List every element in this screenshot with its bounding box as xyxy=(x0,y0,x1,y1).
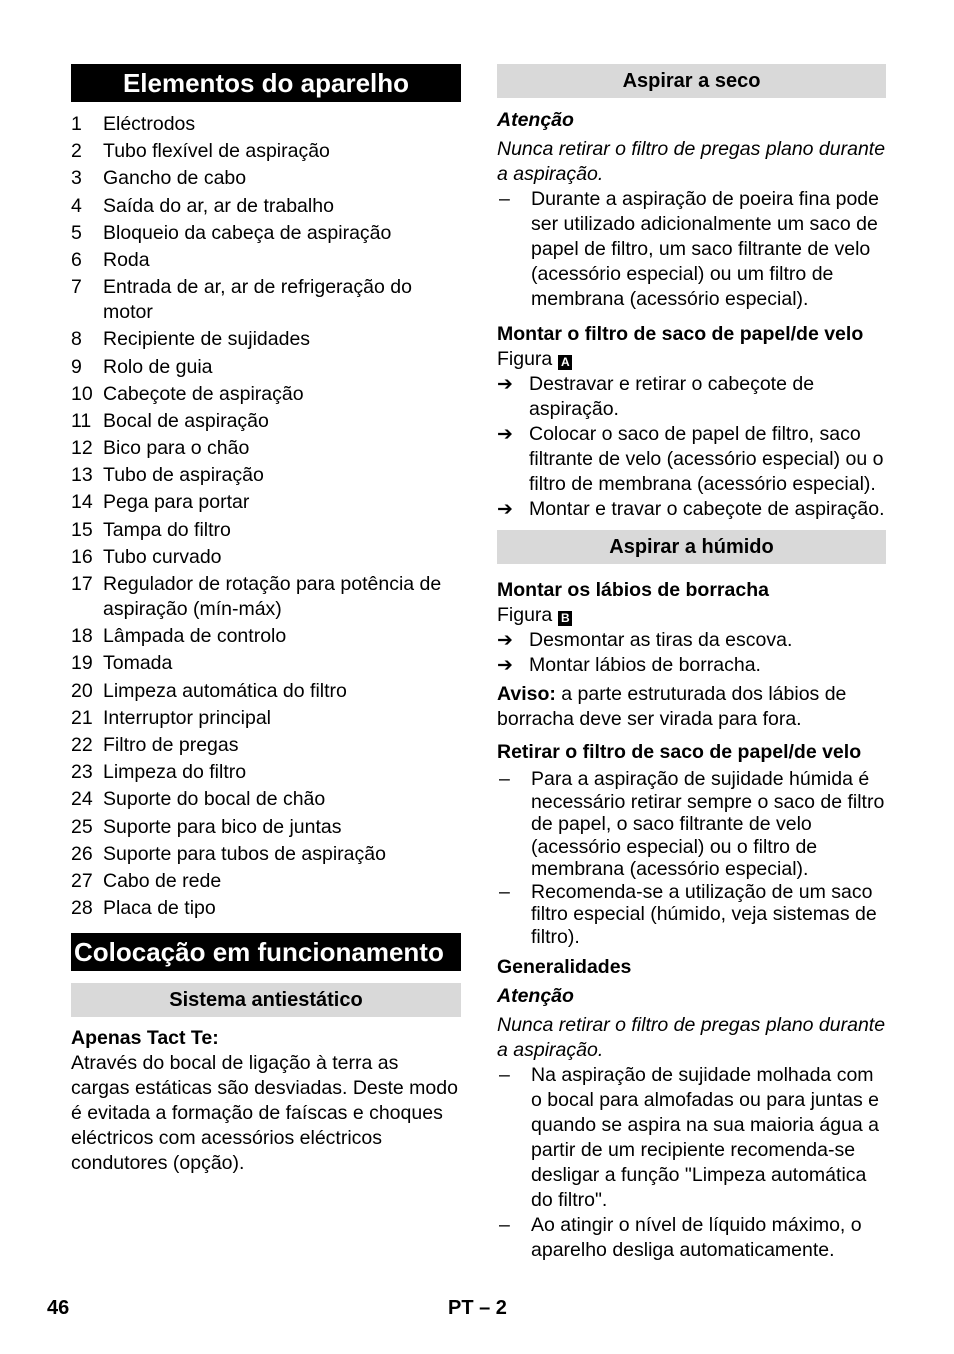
list-item xyxy=(497,187,886,312)
part-number: 25 xyxy=(71,815,93,838)
lips-steps xyxy=(497,628,886,678)
mount-bag-title: Montar o filtro de saco de papel/de velo xyxy=(497,323,864,345)
part-number: 10 xyxy=(71,382,93,405)
list-item xyxy=(71,869,461,894)
part-number: 17 xyxy=(71,573,93,595)
list-item xyxy=(71,518,461,543)
general-title: Generalidades xyxy=(497,956,632,978)
figure-b-ref xyxy=(497,603,886,628)
lips-title: Montar os lábios de borracha xyxy=(497,579,769,601)
right-column xyxy=(497,64,886,1263)
part-number: 9 xyxy=(71,355,82,378)
list-item xyxy=(71,355,461,380)
arrow-icon: ➔ xyxy=(497,630,513,651)
list-item-text: Montar lábios de borracha. xyxy=(529,654,761,676)
list-item xyxy=(497,881,886,949)
notice-label: Aviso: xyxy=(497,683,556,705)
list-item xyxy=(71,436,461,461)
dash-marker: – xyxy=(499,1064,510,1086)
part-label: Entrada de ar, ar de refrigeração do motor xyxy=(103,276,412,324)
list-item xyxy=(497,1213,886,1263)
subsection-title-antistatic: Sistema antiestático xyxy=(71,983,461,1017)
part-number: 15 xyxy=(71,518,93,541)
list-item xyxy=(71,194,461,219)
part-label: Rolo de guia xyxy=(103,355,213,378)
tact-label: Apenas Tact Te: xyxy=(71,1027,219,1050)
part-label: Regulador de rotação para potência de aspiração (mín-máx) xyxy=(103,573,442,620)
notice-paragraph xyxy=(497,682,886,732)
dry-attention-text: Nunca retirar o filtro de pregas plano durante a aspiração. xyxy=(497,138,886,185)
part-number: 28 xyxy=(71,897,93,920)
list-item-text: Montar e travar o cabeçote de aspiração. xyxy=(529,498,885,520)
part-number: 6 xyxy=(71,248,82,271)
part-number: 26 xyxy=(71,842,93,865)
part-label: Bloqueio da cabeça de aspiração xyxy=(103,221,392,244)
part-label: Suporte para tubos de aspiração xyxy=(103,842,386,865)
part-number: 8 xyxy=(71,328,82,351)
list-item xyxy=(71,490,461,515)
part-label: Suporte para bico de juntas xyxy=(103,815,342,838)
part-label: Limpeza automática do filtro xyxy=(103,679,347,702)
figure-b-badge: B xyxy=(558,611,572,626)
part-label: Limpeza do filtro xyxy=(103,761,247,784)
list-item xyxy=(71,382,461,407)
list-item xyxy=(497,1063,886,1213)
list-item xyxy=(71,275,461,325)
list-item xyxy=(71,679,461,704)
part-number: 20 xyxy=(71,679,93,702)
language-page-label: PT – 2 xyxy=(448,1297,507,1319)
part-number: 5 xyxy=(71,221,82,244)
part-label: Bico para o chão xyxy=(103,437,250,460)
arrow-icon: ➔ xyxy=(497,655,513,676)
list-item xyxy=(71,815,461,840)
subsection-title-wet: Aspirar a húmido xyxy=(497,530,886,564)
list-item xyxy=(497,497,886,522)
subsection-title-dry: Aspirar a seco xyxy=(497,64,886,98)
list-item xyxy=(71,327,461,352)
figure-a-ref xyxy=(497,347,886,372)
general-attention-label: Atenção xyxy=(497,985,574,1007)
part-number: 4 xyxy=(71,194,82,217)
list-item xyxy=(71,896,461,921)
dash-marker: – xyxy=(499,1214,510,1236)
figure-label: Figura xyxy=(497,604,553,626)
list-item xyxy=(71,572,461,622)
part-number: 3 xyxy=(71,167,82,190)
general-attention-text: Nunca retirar o filtro de pregas plano durante a aspiração. xyxy=(497,1014,886,1061)
list-item xyxy=(71,463,461,488)
list-item-text: Desmontar as tiras da escova. xyxy=(529,629,793,651)
list-item xyxy=(71,842,461,867)
part-number: 1 xyxy=(71,113,82,135)
figure-label: Figura xyxy=(497,348,553,370)
page-number: 46 xyxy=(47,1297,70,1319)
dry-notes-list xyxy=(497,187,886,312)
section-title-startup: Colocação em funcionamento xyxy=(71,933,461,971)
list-item xyxy=(71,651,461,676)
notice-text: a parte estruturada dos lábios de borracha deve ser virada para fora. xyxy=(497,683,847,730)
part-number: 16 xyxy=(71,545,93,568)
dash-marker: – xyxy=(499,768,510,790)
part-label: Tubo flexível de aspiração xyxy=(103,140,330,163)
part-label: Eléctrodos xyxy=(103,113,196,135)
mount-bag-steps xyxy=(497,372,886,522)
part-number: 13 xyxy=(71,464,93,487)
list-item-text: Recomenda-se a utilização de um saco filtro especial (húmido, veja sistemas de filtro). xyxy=(531,880,877,948)
list-item xyxy=(497,422,886,497)
part-label: Tomada xyxy=(103,652,173,675)
part-label: Filtro de pregas xyxy=(103,733,239,756)
part-label: Suporte do bocal de chão xyxy=(103,788,326,811)
part-number: 21 xyxy=(71,706,93,729)
part-label: Placa de tipo xyxy=(103,897,216,920)
list-item-text: Na aspiração de sujidade molhada com o bocal para almofadas ou para juntas e quando se aspira na sua maioria água a partir de um recipiente recomenda-se desligar a função "Limpeza automática do filtro". xyxy=(531,1064,879,1211)
part-number: 22 xyxy=(71,733,93,756)
remove-bag-notes xyxy=(497,768,886,948)
part-label: Cabeçote de aspiração xyxy=(103,382,304,405)
list-item xyxy=(71,706,461,731)
list-item xyxy=(71,624,461,649)
part-label: Gancho de cabo xyxy=(103,167,247,190)
part-number: 23 xyxy=(71,761,93,784)
list-item xyxy=(71,409,461,434)
list-item xyxy=(497,768,886,881)
arrow-icon: ➔ xyxy=(497,374,513,395)
arrow-icon: ➔ xyxy=(497,499,513,520)
left-column xyxy=(71,64,461,1176)
list-item-text: Ao atingir o nível de líquido máximo, o aparelho desliga automaticamente. xyxy=(531,1214,862,1261)
part-number: 24 xyxy=(71,788,93,811)
list-item xyxy=(71,787,461,812)
list-item-text: Para a aspiração de sujidade húmida é necessário retirar sempre o saco de filtro de papel, o saco filtrante de velo (acessório especial) ou o filtro de membrana (acessório especial). xyxy=(531,768,885,880)
list-item xyxy=(71,221,461,246)
list-item xyxy=(71,166,461,191)
part-label: Bocal de aspiração xyxy=(103,409,269,432)
part-number: 12 xyxy=(71,437,93,460)
general-notes-list xyxy=(497,1063,886,1263)
part-label: Tubo de aspiração xyxy=(103,464,264,487)
dash-marker: – xyxy=(499,188,510,210)
part-label: Lâmpada de controlo xyxy=(103,625,287,648)
list-item xyxy=(71,545,461,570)
part-number: 2 xyxy=(71,140,82,163)
list-item xyxy=(71,139,461,164)
list-item xyxy=(497,653,886,678)
part-label: Saída do ar, ar de trabalho xyxy=(103,194,334,217)
tact-text: Através do bocal de ligação à terra as cargas estáticas são desviadas. Deste modo é evitada a formação de faíscas e choques eléctricos com acessórios eléctricos condutores (opção). xyxy=(71,1052,458,1175)
arrow-icon: ➔ xyxy=(497,424,513,445)
part-label: Pega para portar xyxy=(103,491,250,514)
part-label: Tampa do filtro xyxy=(103,518,231,541)
list-item xyxy=(71,248,461,273)
list-item xyxy=(71,112,461,137)
part-label: Recipiente de sujidades xyxy=(103,328,311,351)
list-item-text: Durante a aspiração de poeira fina pode ser utilizado adicionalmente um saco de papel de filtro, um saco filtrante de velo (acessório especial) ou um filtro de membrana (acessório especial). xyxy=(531,188,879,310)
parts-list xyxy=(71,112,461,921)
list-item xyxy=(497,372,886,422)
part-label: Cabo de rede xyxy=(103,869,222,892)
list-item xyxy=(71,760,461,785)
section-title-elements: Elementos do aparelho xyxy=(71,64,461,102)
dash-marker: – xyxy=(499,880,510,903)
list-item xyxy=(71,733,461,758)
part-number: 27 xyxy=(71,869,93,892)
part-number: 19 xyxy=(71,652,93,675)
part-number: 14 xyxy=(71,491,93,514)
part-label: Tubo curvado xyxy=(103,545,222,568)
part-number: 18 xyxy=(71,625,93,648)
figure-a-badge: A xyxy=(558,355,572,370)
part-number: 11 xyxy=(71,409,92,432)
part-label: Interruptor principal xyxy=(103,706,271,729)
list-item xyxy=(497,628,886,653)
remove-bag-title: Retirar o filtro de saco de papel/de velo xyxy=(497,741,862,763)
part-label: Roda xyxy=(103,248,150,271)
list-item-text: Colocar o saco de papel de filtro, saco filtrante de velo (acessório especial) ou o filtro de membrana (acessório especial). xyxy=(529,423,884,495)
part-number: 7 xyxy=(71,276,82,299)
dry-attention-label: Atenção xyxy=(497,109,574,131)
list-item-text: Destravar e retirar o cabeçote de aspiração. xyxy=(529,373,815,420)
